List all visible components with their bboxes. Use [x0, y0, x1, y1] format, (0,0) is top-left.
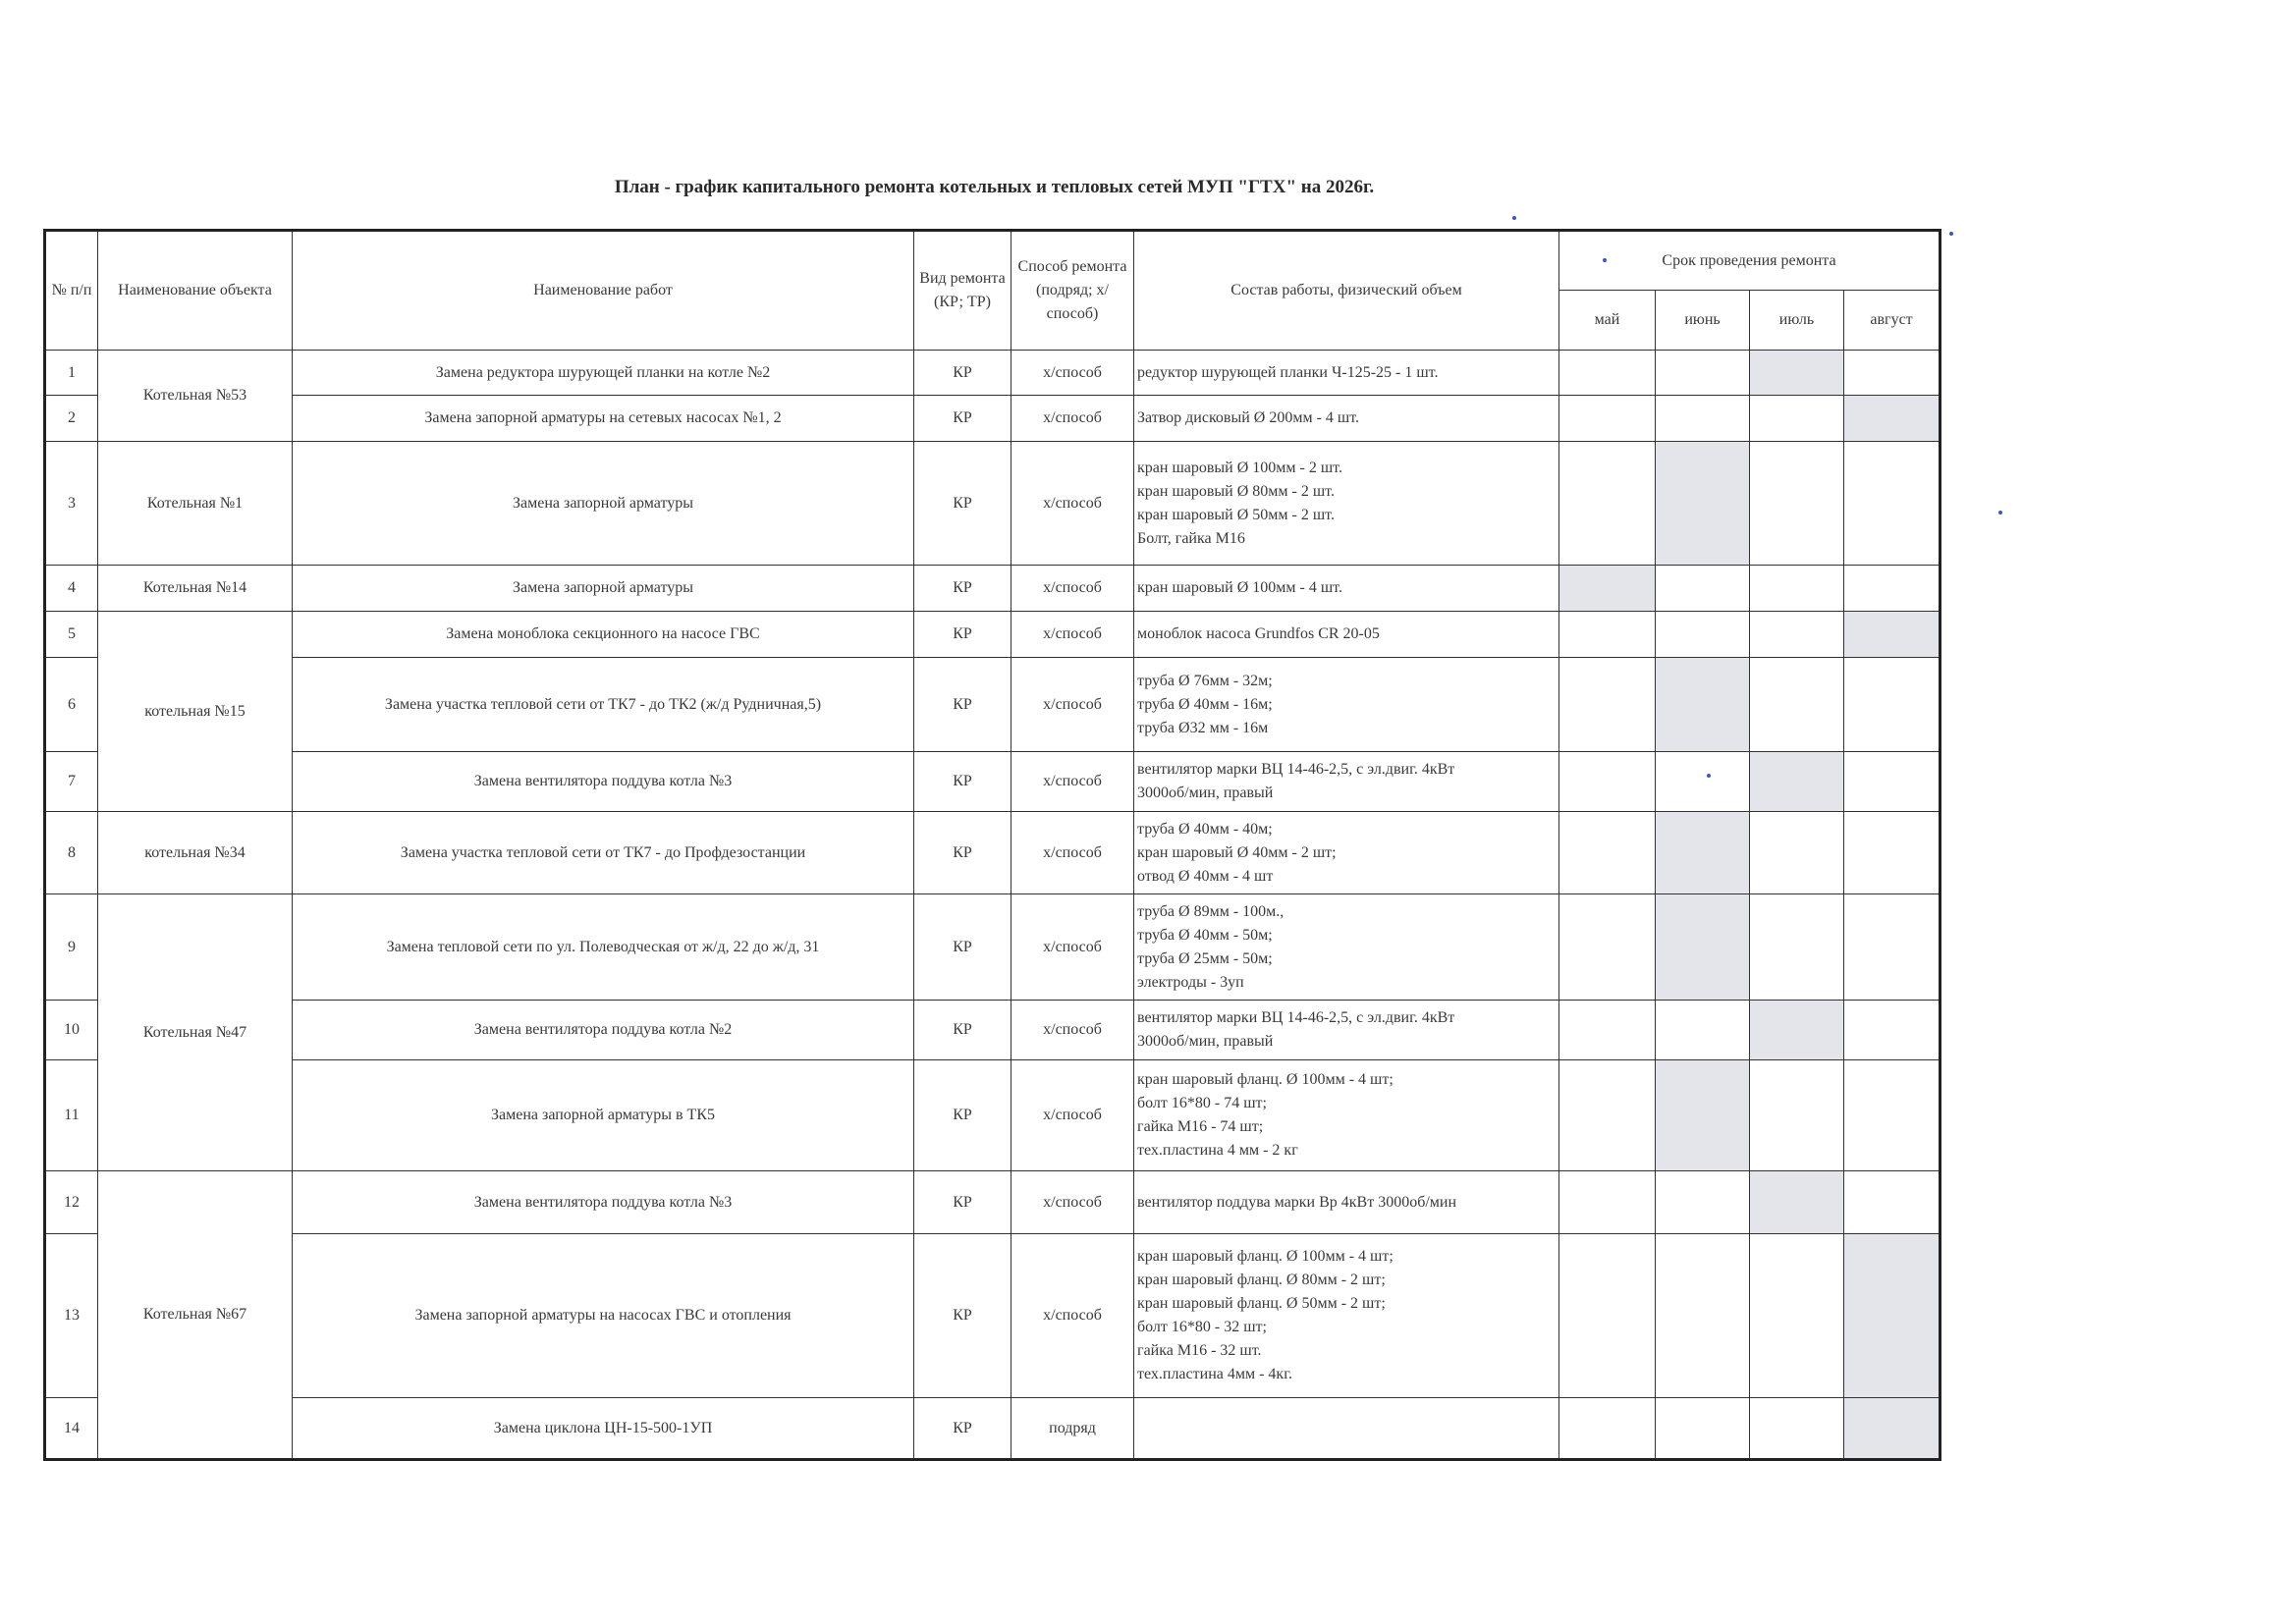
repair-type: КР: [914, 1234, 1011, 1398]
schedule-cell-july: [1750, 1234, 1844, 1398]
scan-speck: [1603, 258, 1607, 262]
document-title: План - график капитального ремонта котельных и тепловых сетей МУП "ГТХ" на 2026г.: [614, 177, 1375, 197]
scope-line: труба Ø 76мм - 32м;: [1137, 672, 1273, 689]
scope-line: труба Ø 25мм - 50м;: [1137, 949, 1273, 967]
header-month-august: август: [1844, 291, 1941, 351]
scope-line: кран шаровый Ø 80мм - 2 шт.: [1137, 482, 1335, 500]
scope-line: 3000об/мин, правый: [1137, 1033, 1274, 1050]
table-row: [45, 658, 1941, 752]
header-object: Наименование объекта: [98, 231, 293, 351]
scope-line: Болт, гайка М16: [1137, 529, 1245, 547]
work-name: Замена редуктора шурующей планки на котле №2: [293, 351, 914, 396]
work-name: Замена запорной арматуры: [293, 442, 914, 566]
work-scope: [1134, 566, 1559, 612]
schedule-cell-may: [1559, 658, 1656, 752]
work-scope: [1134, 1398, 1559, 1460]
scope-line: труба Ø 40мм - 40м;: [1137, 820, 1273, 838]
schedule-cell-may: [1559, 1001, 1656, 1060]
scope-line: труба Ø 40мм - 50м;: [1137, 926, 1273, 944]
header-scope: Состав работы, физический объем: [1134, 231, 1559, 351]
scope-line: кран шаровый фланц. Ø 100мм - 4 шт;: [1137, 1071, 1394, 1088]
repair-method: х/способ: [1011, 1234, 1134, 1398]
work-scope: [1134, 351, 1559, 396]
schedule-cell-may: [1559, 812, 1656, 894]
schedule-cell-may: [1559, 1234, 1656, 1398]
work-scope: [1134, 894, 1559, 1001]
schedule-cell-july: [1750, 442, 1844, 566]
table-row: [45, 351, 1941, 396]
object-name: Котельная №53: [98, 351, 293, 442]
schedule-cell-may: [1559, 894, 1656, 1001]
work-scope: [1134, 658, 1559, 752]
schedule-cell-may: [1559, 351, 1656, 396]
repair-type: КР: [914, 894, 1011, 1001]
schedule-cell-july: [1750, 566, 1844, 612]
schedule-cell-august: [1844, 612, 1941, 658]
schedule-cell-june: [1656, 812, 1750, 894]
schedule-cell-june: [1656, 351, 1750, 396]
scope-line: Затвор дисковый Ø 200мм - 4 шт.: [1137, 409, 1360, 426]
repair-schedule-table: [43, 229, 1941, 1461]
schedule-cell-june: [1656, 752, 1750, 812]
header-month-july: июль: [1750, 291, 1844, 351]
schedule-cell-august: [1844, 658, 1941, 752]
repair-type: КР: [914, 1060, 1011, 1171]
repair-type: КР: [914, 566, 1011, 612]
scan-speck: [1707, 774, 1711, 778]
row-number: 11: [45, 1060, 98, 1171]
table-row: [45, 812, 1941, 894]
scope-line: труба Ø 89мм - 100м.,: [1137, 902, 1285, 920]
scan-speck: [1998, 511, 2002, 514]
repair-method: х/способ: [1011, 1171, 1134, 1234]
schedule-cell-may: [1559, 396, 1656, 442]
repair-method: х/способ: [1011, 1060, 1134, 1171]
schedule-cell-july: [1750, 1001, 1844, 1060]
work-scope: [1134, 612, 1559, 658]
object-name: Котельная №67: [98, 1171, 293, 1460]
work-name: Замена запорной арматуры на насосах ГВС и отопления: [293, 1234, 914, 1398]
schedule-cell-july: [1750, 1171, 1844, 1234]
work-scope: [1134, 1001, 1559, 1060]
work-name: Замена вентилятора поддува котла №2: [293, 1001, 914, 1060]
schedule-cell-may: [1559, 566, 1656, 612]
schedule-cell-july: [1750, 396, 1844, 442]
scope-line: труба Ø32 мм - 16м: [1137, 719, 1269, 736]
repair-method: х/способ: [1011, 396, 1134, 442]
row-number: 13: [45, 1234, 98, 1398]
schedule-cell-june: [1656, 396, 1750, 442]
header-work: Наименование работ: [293, 231, 914, 351]
row-number: 5: [45, 612, 98, 658]
table-row: [45, 1234, 1941, 1398]
scope-line: электроды - 3уп: [1137, 973, 1244, 991]
repair-method: х/способ: [1011, 1001, 1134, 1060]
schedule-cell-july: [1750, 612, 1844, 658]
schedule-cell-june: [1656, 612, 1750, 658]
repair-type: КР: [914, 1398, 1011, 1460]
table-row: [45, 1001, 1941, 1060]
work-name: Замена участка тепловой сети от ТК7 - до ТК2 (ж/д Рудничная,5): [293, 658, 914, 752]
table-row: [45, 1171, 1941, 1234]
scan-speck: [1949, 232, 1953, 236]
schedule-cell-august: [1844, 1234, 1941, 1398]
work-name: Замена запорной арматуры на сетевых насосах №1, 2: [293, 396, 914, 442]
schedule-cell-july: [1750, 752, 1844, 812]
work-name: Замена тепловой сети по ул. Полеводческая от ж/д, 22 до ж/д, 31: [293, 894, 914, 1001]
row-number: 9: [45, 894, 98, 1001]
schedule-cell-june: [1656, 1060, 1750, 1171]
header-month-june: июнь: [1656, 291, 1750, 351]
row-number: 2: [45, 396, 98, 442]
row-number: 12: [45, 1171, 98, 1234]
schedule-cell-june: [1656, 566, 1750, 612]
repair-type: КР: [914, 812, 1011, 894]
object-name: Котельная №14: [98, 566, 293, 612]
header-num: № п/п: [45, 231, 98, 351]
row-number: 4: [45, 566, 98, 612]
work-scope: [1134, 1171, 1559, 1234]
work-scope: [1134, 1234, 1559, 1398]
object-name: котельная №15: [98, 612, 293, 812]
scope-line: моноблок насоса Grundfos CR 20-05: [1137, 625, 1380, 642]
schedule-cell-may: [1559, 752, 1656, 812]
schedule-cell-june: [1656, 1398, 1750, 1460]
object-name: котельная №34: [98, 812, 293, 894]
schedule-cell-august: [1844, 1060, 1941, 1171]
schedule-cell-august: [1844, 1171, 1941, 1234]
row-number: 3: [45, 442, 98, 566]
scope-line: тех.пластина 4 мм - 2 кг: [1137, 1142, 1298, 1159]
table-row: [45, 1398, 1941, 1460]
scan-speck: [1512, 216, 1516, 220]
row-number: 1: [45, 351, 98, 396]
row-number: 8: [45, 812, 98, 894]
row-number: 6: [45, 658, 98, 752]
repair-type: КР: [914, 351, 1011, 396]
repair-method: х/способ: [1011, 752, 1134, 812]
schedule-cell-august: [1844, 894, 1941, 1001]
scope-line: кран шаровый Ø 50мм - 2 шт.: [1137, 506, 1335, 523]
object-name: Котельная №1: [98, 442, 293, 566]
scope-line: вентилятор марки ВЦ 14-46-2,5, с эл.двиг. 4кВт: [1137, 761, 1455, 778]
schedule-cell-july: [1750, 351, 1844, 396]
schedule-cell-august: [1844, 1001, 1941, 1060]
table-row: [45, 612, 1941, 658]
schedule-cell-june: [1656, 442, 1750, 566]
work-name: Замена циклона ЦН-15-500-1УП: [293, 1398, 914, 1460]
repair-method: х/способ: [1011, 612, 1134, 658]
scope-line: гайка М16 - 74 шт;: [1137, 1118, 1264, 1135]
schedule-cell-june: [1656, 1171, 1750, 1234]
repair-method: х/способ: [1011, 351, 1134, 396]
repair-type: КР: [914, 1171, 1011, 1234]
work-name: Замена вентилятора поддува котла №3: [293, 752, 914, 812]
repair-method: х/способ: [1011, 566, 1134, 612]
schedule-cell-august: [1844, 1398, 1941, 1460]
work-scope: [1134, 396, 1559, 442]
schedule-cell-august: [1844, 812, 1941, 894]
scope-line: вентилятор марки ВЦ 14-46-2,5, с эл.двиг. 4кВт: [1137, 1009, 1455, 1026]
schedule-cell-august: [1844, 752, 1941, 812]
work-name: Замена участка тепловой сети от ТК7 - до Профдезостанции: [293, 812, 914, 894]
schedule-cell-august: [1844, 566, 1941, 612]
work-scope: [1134, 752, 1559, 812]
row-number: 10: [45, 1001, 98, 1060]
schedule-cell-august: [1844, 396, 1941, 442]
table-row: [45, 752, 1941, 812]
scope-line: кран шаровый фланц. Ø 80мм - 2 шт;: [1137, 1272, 1386, 1288]
scope-line: редуктор шурующей планки Ч-125-25 - 1 шт.: [1137, 363, 1439, 381]
schedule-cell-july: [1750, 894, 1844, 1001]
scope-line: кран шаровый Ø 100мм - 4 шт.: [1137, 579, 1342, 596]
repair-method: х/способ: [1011, 442, 1134, 566]
schedule-cell-july: [1750, 658, 1844, 752]
scope-line: кран шаровый Ø 100мм - 2 шт.: [1137, 459, 1342, 476]
table-row: [45, 1060, 1941, 1171]
repair-type: КР: [914, 612, 1011, 658]
scope-line: труба Ø 40мм - 16м;: [1137, 695, 1273, 713]
row-number: 14: [45, 1398, 98, 1460]
work-name: Замена моноблока секционного на насосе ГВС: [293, 612, 914, 658]
repair-type: КР: [914, 1001, 1011, 1060]
work-name: Замена запорной арматуры в ТК5: [293, 1060, 914, 1171]
work-scope: [1134, 1060, 1559, 1171]
scope-line: отвод Ø 40мм - 4 шт: [1137, 867, 1274, 885]
repair-type: КР: [914, 658, 1011, 752]
schedule-cell-august: [1844, 351, 1941, 396]
schedule-cell-may: [1559, 442, 1656, 566]
table-row: [45, 396, 1941, 442]
table-row: [45, 894, 1941, 1001]
schedule-cell-may: [1559, 1398, 1656, 1460]
header-period: Срок проведения ремонта: [1559, 231, 1941, 291]
repair-method: х/способ: [1011, 894, 1134, 1001]
scope-line: кран шаровый фланц. Ø 100мм - 4 шт;: [1137, 1248, 1394, 1265]
schedule-cell-august: [1844, 442, 1941, 566]
scope-line: болт 16*80 - 74 шт;: [1137, 1095, 1267, 1111]
scope-line: болт 16*80 - 32 шт;: [1137, 1319, 1267, 1335]
header-repair-method: Способ ремонта (подряд; х/способ): [1011, 231, 1134, 351]
work-scope: [1134, 812, 1559, 894]
scope-line: тех.пластина 4мм - 4кг.: [1137, 1366, 1292, 1382]
schedule-cell-july: [1750, 1398, 1844, 1460]
table-row: [45, 566, 1941, 612]
repair-method: х/способ: [1011, 812, 1134, 894]
repair-method: х/способ: [1011, 658, 1134, 752]
header-month-may: май: [1559, 291, 1656, 351]
schedule-cell-june: [1656, 658, 1750, 752]
schedule-cell-june: [1656, 894, 1750, 1001]
repair-type: КР: [914, 442, 1011, 566]
work-name: Замена вентилятора поддува котла №3: [293, 1171, 914, 1234]
table-body: [45, 351, 1941, 1460]
table-row: [45, 442, 1941, 566]
repair-method: подряд: [1011, 1398, 1134, 1460]
schedule-cell-june: [1656, 1234, 1750, 1398]
work-name: Замена запорной арматуры: [293, 566, 914, 612]
scope-line: вентилятор поддува марки Вр 4кВт 3000об/мин: [1137, 1193, 1457, 1211]
object-name: Котельная №47: [98, 894, 293, 1171]
schedule-cell-may: [1559, 1171, 1656, 1234]
schedule-cell-may: [1559, 1060, 1656, 1171]
scope-line: гайка М16 - 32 шт.: [1137, 1342, 1262, 1359]
header-repair-type: Вид ремонта (КР; ТР): [914, 231, 1011, 351]
work-scope: [1134, 442, 1559, 566]
schedule-cell-june: [1656, 1001, 1750, 1060]
schedule-cell-july: [1750, 812, 1844, 894]
scope-line: 3000об/мин, правый: [1137, 785, 1274, 801]
row-number: 7: [45, 752, 98, 812]
repair-type: КР: [914, 752, 1011, 812]
schedule-cell-may: [1559, 612, 1656, 658]
scope-line: кран шаровый Ø 40мм - 2 шт;: [1137, 843, 1337, 861]
schedule-cell-july: [1750, 1060, 1844, 1171]
repair-type: КР: [914, 396, 1011, 442]
scope-line: кран шаровый фланц. Ø 50мм - 2 шт;: [1137, 1295, 1386, 1312]
